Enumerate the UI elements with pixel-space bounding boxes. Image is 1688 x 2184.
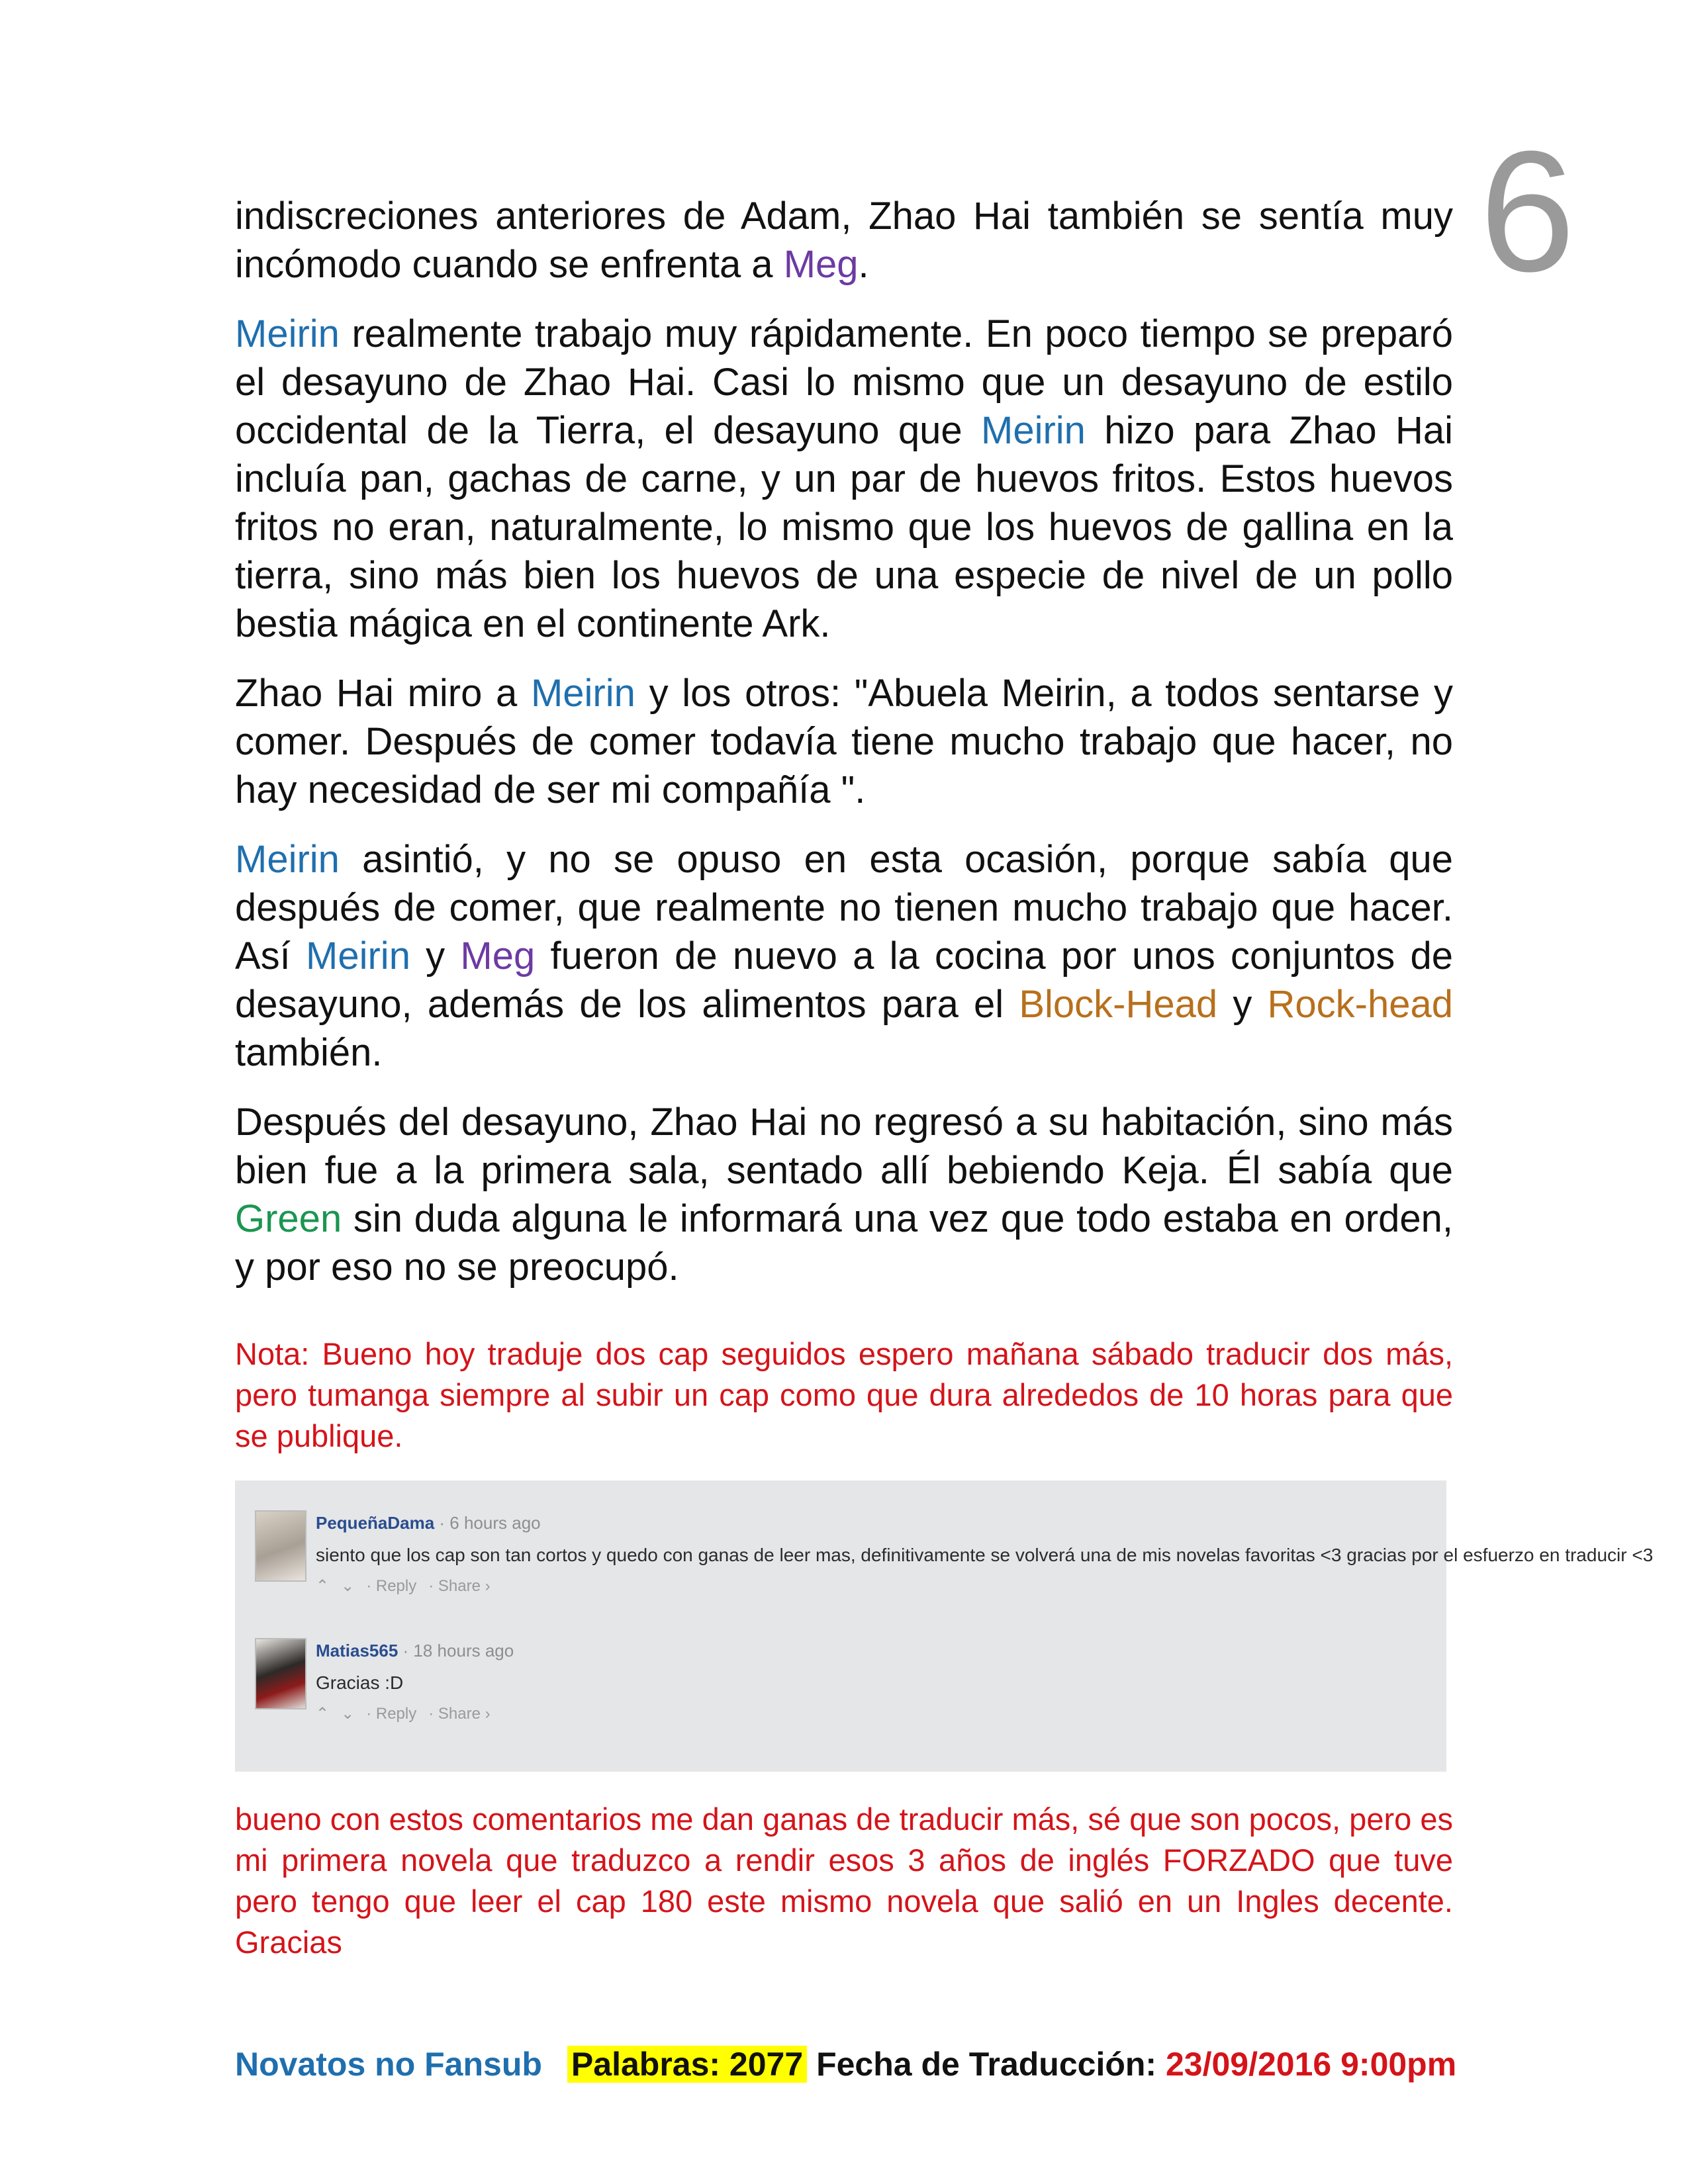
upvote-icon[interactable]: ⌃ — [316, 1577, 330, 1595]
character-name: Rock-head — [1267, 983, 1453, 1026]
downvote-icon[interactable]: ⌄ — [341, 1577, 355, 1595]
downvote-icon[interactable]: ⌄ — [341, 1705, 355, 1723]
comment-header — [316, 1513, 541, 1533]
comment-text: Gracias :D — [316, 1672, 404, 1693]
translation-date: 23/09/2016 9:00pm — [1165, 2046, 1457, 2083]
paragraph — [235, 310, 1453, 648]
paragraph-text: indiscreciones anteriores de Adam, Zhao Hai también se sentía muy incómodo cuando se enfrenta a — [235, 195, 1453, 286]
paragraph — [235, 669, 1453, 814]
comment-header — [316, 1641, 514, 1661]
paragraph — [235, 192, 1453, 289]
footer — [235, 2045, 1456, 2083]
translator-note: Nota: Bueno hoy traduje dos cap seguidos espero mañana sábado traducir dos más, pero tumanga siempre al subir un cap como que dura alrededos de 10 horas para que se publique. — [235, 1336, 1453, 1453]
comments-screenshot — [235, 1480, 1654, 1772]
paragraph-text: hizo para Zhao Hai incluía pan, gachas de carne, y un par de huevos fritos. Estos huevos fritos no eran, naturalmente, lo mismo que los huevos de gallina en la tierra, sino más bien los huevos de una especie de nivel de un pollo bestia mágica en el continente Ark. — [235, 409, 1453, 645]
paragraph-text: también. — [235, 1031, 383, 1074]
paragraph — [235, 835, 1453, 1077]
character-name: Meirin — [530, 672, 635, 715]
paragraph-text: y — [410, 934, 461, 978]
share-link[interactable]: · Share › — [428, 1577, 491, 1595]
paragraph-text: y — [1217, 983, 1268, 1026]
reply-link[interactable]: · Reply — [366, 1705, 417, 1723]
reply-link[interactable]: · Reply — [366, 1577, 417, 1595]
paragraph-text: asintió, y no se opuso en esta ocasión, porque sabía que después de comer, que realmente no tienen mucho trabajo que hacer. Así — [235, 838, 1453, 978]
character-name: Green — [235, 1197, 342, 1240]
share-link[interactable]: · Share › — [428, 1705, 491, 1723]
comment-username[interactable]: Matias565 — [316, 1641, 399, 1661]
character-name: Meirin — [235, 838, 340, 881]
chapter-body — [235, 192, 1453, 1312]
upvote-icon[interactable]: ⌃ — [316, 1705, 330, 1723]
page-number: 6 — [1479, 116, 1575, 308]
character-name: Meirin — [981, 409, 1086, 452]
avatar — [255, 1638, 306, 1709]
character-name: Meirin — [235, 312, 340, 355]
comment-timestamp: · 6 hours ago — [434, 1513, 541, 1533]
word-count: Palabras: 2077 — [567, 2046, 807, 2083]
translator-note: bueno con estos comentarios me dan ganas de traducir más, sé que son pocos, pero es mi primera novela que traduzco a rendir esos 3 años de inglés FORZADO que tuve pero tengo que leer el cap 180 este mismo novela que salió en un Ingles decente. Gracias — [235, 1801, 1453, 1960]
avatar — [255, 1510, 306, 1582]
paragraph-text: Después del desayuno, Zhao Hai no regresó a su habitación, sino más bien fue a la primera sala, sentado allí bebiendo Keja. Él sabía que — [235, 1101, 1453, 1192]
character-name: Meg — [783, 243, 859, 286]
fansub-name: Novatos no Fansub — [235, 2046, 542, 2083]
character-name: Block-Head — [1019, 983, 1218, 1026]
paragraph-text: sin duda alguna le informará una vez que todo estaba en orden, y por eso no se preocupó. — [235, 1197, 1453, 1289]
paragraph-text: Zhao Hai miro a — [235, 672, 531, 715]
paragraph — [235, 1098, 1453, 1291]
paragraph-text: fueron de nuevo a la cocina por unos conjuntos de desayuno, además de los alimentos para el — [235, 934, 1453, 1026]
comment-actions — [316, 1704, 502, 1723]
comment-actions — [316, 1576, 502, 1596]
date-label: Fecha de Traducción: — [807, 2046, 1166, 2083]
character-name: Meirin — [306, 934, 410, 978]
comment-username[interactable]: PequeñaDama — [316, 1513, 435, 1533]
paragraph-text: y los otros: "Abuela Meirin, a todos sentarse y comer. Después de comer todavía tiene mucho trabajo que hacer, no hay necesidad de ser mi compañía ". — [235, 672, 1453, 811]
paragraph-text: realmente trabajo muy rápidamente. En poco tiempo se preparó el desayuno de Zhao Hai. Casi lo mismo que un desayuno de estilo occidental de la Tierra, el desayuno que — [235, 312, 1453, 452]
character-name: Meg — [460, 934, 536, 978]
paragraph-text: . — [858, 243, 869, 286]
comment-text: siento que los cap son tan cortos y quedo con ganas de leer mas, definitivamente se volverá una de mis novelas favoritas <3 gracias por el esfuerzo en traducir <3 — [316, 1545, 1654, 1565]
comment-timestamp: · 18 hours ago — [398, 1641, 514, 1661]
